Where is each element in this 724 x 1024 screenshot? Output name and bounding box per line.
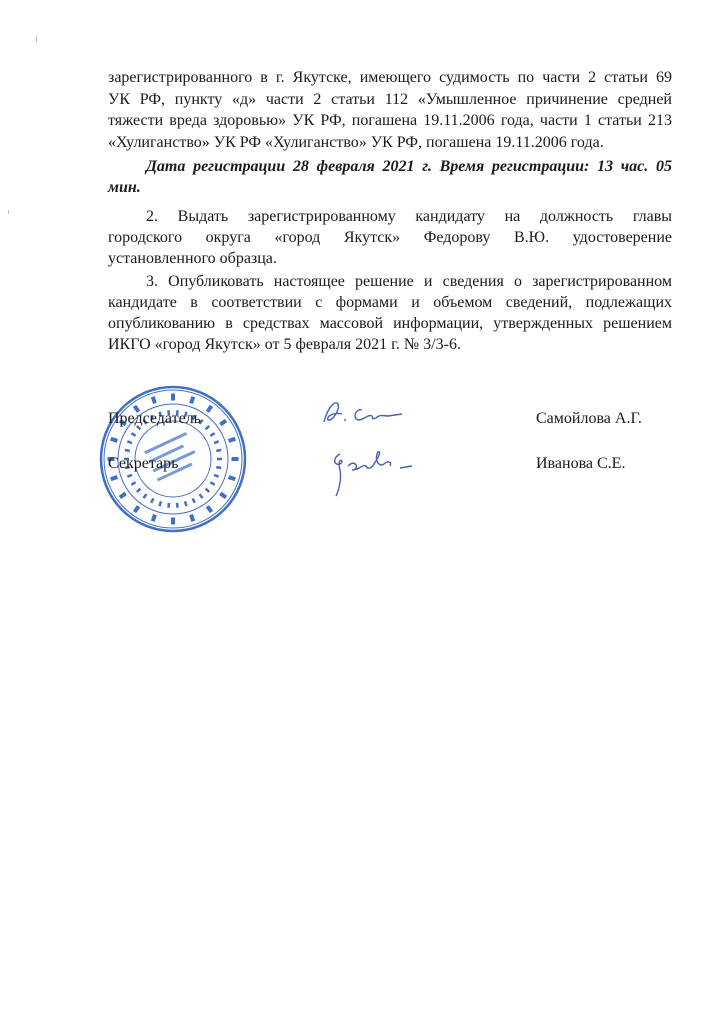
stamp-center-mark: [144, 432, 187, 454]
chairman-name: Самойлова А.Г.: [536, 410, 642, 427]
body-line: городского округа «город Якутск» Федорову В.Ю. удостоверение: [108, 229, 672, 246]
body-line: зарегистрированного в г. Якутске, имеющего судимость по части 2 статьи 69: [108, 69, 672, 86]
body-line: «Хулиганство» УК РФ «Хулиганство» УК РФ, погашена 19.11.2006 года.: [108, 134, 604, 151]
stamp-letter-mark: [189, 514, 195, 522]
registration-date-cont: мин.: [108, 179, 141, 196]
stamp-letter-mark: [151, 396, 157, 404]
stamp-letter-mark: [171, 518, 175, 525]
registration-date: Дата регистрации 28 февраля 2021 г. Время регистрации: 13 час. 05: [146, 158, 672, 175]
stamp-letter-mark: [210, 432, 216, 437]
stamp-letter-mark: [131, 481, 137, 486]
stamp-letter-mark: [205, 425, 210, 430]
stamp-letter-mark: [199, 493, 204, 498]
body-line: ИКГО «город Якутск» от 5 февраля 2021 г. № 3/3-6.: [108, 336, 461, 353]
stamp-letter-mark: [125, 449, 130, 452]
stamp-letter-mark: [142, 493, 147, 498]
stamp-letter-mark: [214, 440, 220, 444]
body-line: тяжести вреда здоровью» УК РФ, погашена 19.11.2006 года, части 1 статьи 213: [108, 112, 672, 129]
stamp-letter-mark: [119, 492, 127, 499]
stamp-letter-mark: [214, 474, 220, 478]
stamp-letter-mark: [228, 437, 236, 443]
stamp-letter-mark: [127, 440, 133, 444]
stamp-letter-mark: [127, 474, 133, 478]
stamp-letter-mark: [216, 449, 221, 452]
stamp-letter-mark: [219, 492, 227, 499]
body-line: УК РФ, пункту «д» части 2 статьи 112 «Умышленное причинение средней: [108, 91, 672, 108]
body-line: кандидате в соответствии с формами и объемом сведений, подлежащих: [108, 294, 672, 311]
stamp-letter-mark: [171, 394, 175, 401]
stamp-letter-mark: [217, 458, 222, 461]
scan-mark: [36, 36, 37, 42]
stamp-letter-mark: [191, 498, 195, 504]
stamp-letter-mark: [133, 505, 140, 513]
stamp-letter-mark: [228, 475, 236, 481]
stamp-letter-mark: [210, 481, 216, 486]
stamp-letter-mark: [189, 396, 195, 404]
stamp-letter-mark: [150, 498, 154, 504]
secretary-title: Секретарь: [108, 455, 179, 472]
stamp-letter-mark: [184, 501, 188, 506]
stamp-letter-mark: [216, 466, 221, 469]
scan-mark: [8, 210, 9, 214]
stamp-letter-mark: [136, 488, 141, 493]
body-line: 2. Выдать зарегистрированному кандидату на должность главы: [146, 208, 672, 225]
stamp-letter-mark: [219, 419, 227, 426]
stamp-letter-mark: [176, 503, 179, 508]
stamp-letter-mark: [110, 437, 118, 443]
stamp-letter-mark: [158, 501, 162, 506]
body-line: установленного образца.: [108, 250, 277, 267]
stamp-letter-mark: [167, 503, 170, 508]
stamp-letter-mark: [205, 488, 210, 493]
body-line: 3. Опубликовать настоящее решение и сведения о зарегистрированном: [146, 273, 672, 290]
secretary-signature: [326, 440, 426, 500]
body-line: опубликованию в средствах массовой информации, утвержденных решением: [108, 315, 672, 332]
chairman-title: Председатель: [108, 410, 201, 427]
stamp-letter-mark: [206, 505, 213, 513]
stamp-letter-mark: [232, 457, 239, 461]
chairman-signature: [318, 396, 408, 430]
stamp-letter-mark: [151, 514, 157, 522]
stamp-letter-mark: [131, 432, 137, 437]
stamp-letter-mark: [206, 405, 213, 413]
stamp-letter-mark: [110, 475, 118, 481]
secretary-name: Иванова С.Е.: [536, 455, 626, 472]
